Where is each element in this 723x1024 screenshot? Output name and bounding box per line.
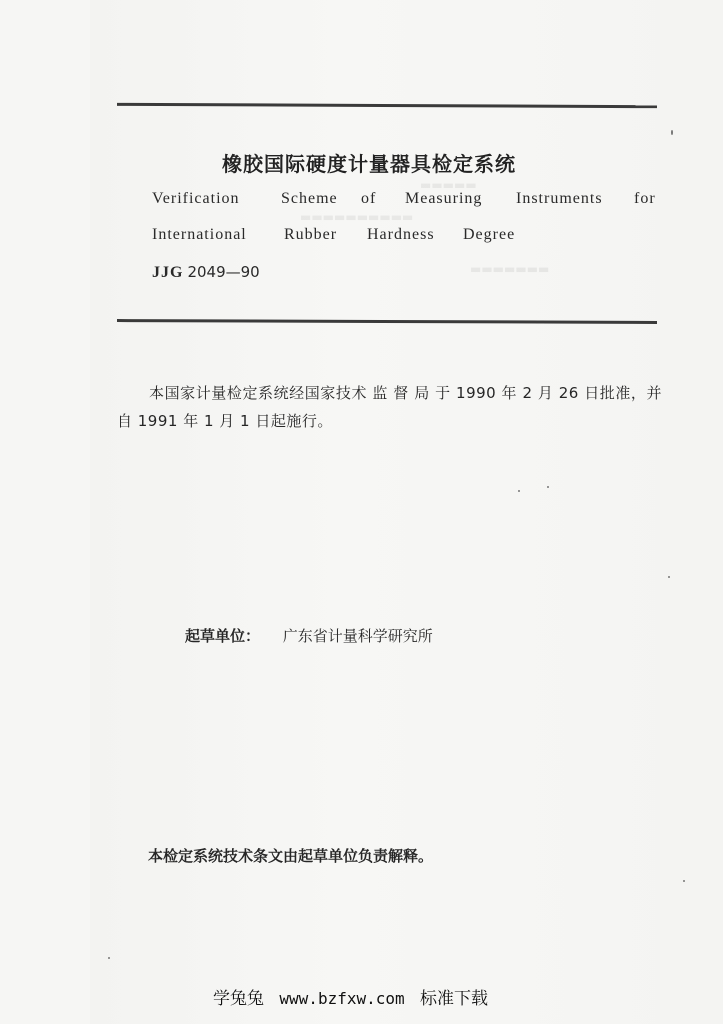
footer-tagline: 标准下载 — [420, 989, 489, 1009]
english-title-line-1 — [0, 190, 723, 214]
code-prefix: JJG — [152, 264, 184, 281]
bleed-through: ▬▬▬▬▬▬▬ — [470, 262, 550, 276]
english-word: Measuring — [405, 190, 483, 207]
scan-speck — [671, 130, 673, 135]
scan-speck — [547, 486, 549, 488]
drafter-value: 广东省计量科学研究所 — [282, 627, 433, 645]
english-word: International — [152, 226, 247, 243]
scan-speck — [518, 490, 520, 492]
english-title-line-2 — [0, 226, 723, 250]
footer-site-name: 学兔兔 — [213, 989, 264, 1009]
english-word: Instruments — [516, 190, 603, 207]
english-word: Degree — [463, 226, 516, 243]
english-word: Scheme — [281, 190, 338, 207]
standard-code — [152, 263, 260, 282]
english-word: Hardness — [367, 226, 435, 243]
document-title: 橡胶国际硬度计量器具检定系统 — [222, 152, 516, 176]
scan-speck — [683, 880, 685, 882]
drafter-label: 起草单位： — [185, 627, 261, 645]
code-number: 2049—90 — [187, 263, 260, 281]
english-word: Rubber — [284, 226, 338, 243]
drafting-unit — [185, 625, 433, 646]
english-word: for — [634, 190, 656, 207]
interpretation-note: 本检定系统技术条文由起草单位负责解释。 — [148, 847, 434, 865]
english-word: Verification — [152, 190, 240, 207]
footer-url[interactable]: www.bzfxw.com — [279, 989, 405, 1008]
scan-speck — [668, 576, 670, 578]
english-word: of — [361, 190, 377, 207]
footer-watermark — [213, 984, 488, 1009]
bleed-through: ▬▬▬▬▬ — [420, 178, 477, 192]
scan-speck — [108, 957, 110, 959]
bleed-through: ▬▬▬▬▬▬▬▬▬▬ — [300, 210, 414, 224]
approval-paragraph: 本国家计量检定系统经国家技术 监 督 局 于 1990 年 2 月 26 日批准，并自 1991 年 1 月 1 日起施行。 — [117, 384, 662, 430]
